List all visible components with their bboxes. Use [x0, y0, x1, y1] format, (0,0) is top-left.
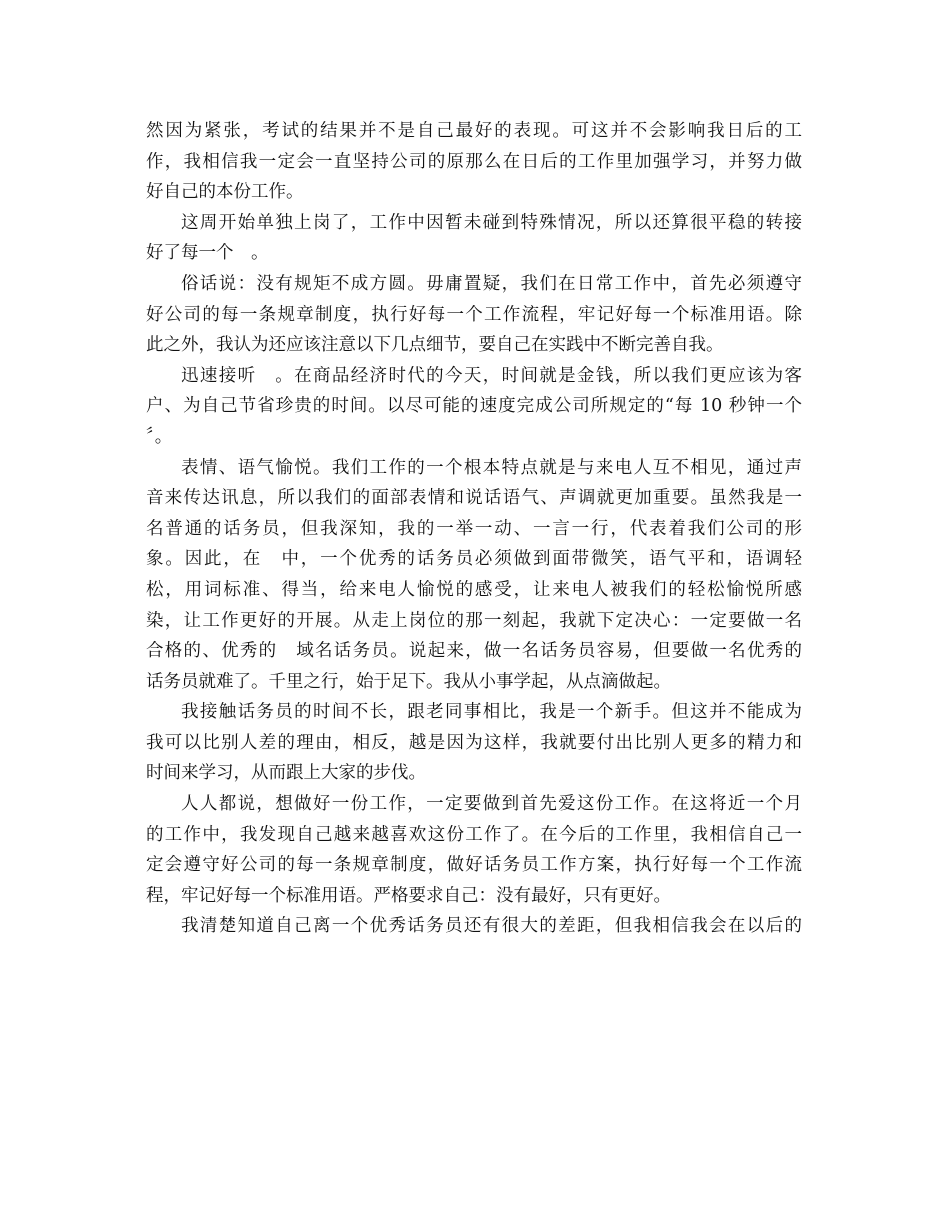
text-line-22: 时间来学习，从而跟上大家的步伐。 [146, 763, 426, 784]
text-line-2: 作，我相信我一定会一直坚持公司的原那么在日后的工作里加强学习，并努力做 [146, 151, 802, 172]
text-line-11: 〞。 [146, 426, 173, 447]
text-line-6: 俗话说：没有规矩不成方圆。毋庸置疑，我们在日常工作中，首先必须遵守 [181, 273, 802, 294]
text-line-14: 名普通的话务员，但我深知，我的一举一动、一言一行，代表着我们公司的形 [146, 518, 802, 539]
text-line-25: 定会遵守好公司的每一条规章制度，做好话务员工作方案，执行好每一个工作流 [146, 855, 802, 876]
text-line-19: 话务员就难了。千里之行，始于足下。我从小事学起，从点滴做起。 [146, 671, 671, 692]
text-line-15: 象。因此，在 中，一个优秀的话务员必须做到面带微笑，语气平和，语调轻 [146, 549, 802, 570]
text-line-10: 户、为自己节省珍贵的时间。以尽可能的速度完成公司所规定的“每 10 秒钟一个 [146, 396, 802, 417]
text-line-27: 我清楚知道自己离一个优秀话务员还有很大的差距，但我相信我会在以后的 [181, 916, 802, 937]
text-line-8: 此之外，我认为还应该注意以下几点细节，要自己在实践中不断完善自我。 [146, 335, 724, 356]
text-line-16: 松，用词标准、得当，给来电人愉悦的感受，让来电人被我们的轻松愉悦所感 [146, 579, 802, 600]
text-line-26: 程，牢记好每一个标准用语。严格要求自己：没有最好，只有更好。 [146, 885, 671, 906]
text-line-24: 的工作中，我发现自己越来越喜欢这份工作了。在今后的工作里，我相信自己一 [146, 824, 802, 845]
text-line-17: 染，让工作更好的开展。从走上岗位的那一刻起，我就下定决心：一定要做一名 [146, 610, 802, 631]
text-line-20: 我接触话务员的时间不长，跟老同事相比，我是一个新手。但这并不能成为 [181, 702, 802, 723]
body-text [146, 116, 802, 942]
text-line-12: 表情、语气愉悦。我们工作的一个根本特点就是与来电人互不相见，通过声 [181, 457, 802, 478]
text-line-7: 好公司的每一条规章制度，执行好每一个工作流程，牢记好每一个标准用语。除 [146, 304, 802, 325]
text-line-13: 音来传达讯息，所以我们的面部表情和说话语气、声调就更加重要。虽然我是一 [146, 488, 802, 509]
text-line-1: 然因为紧张，考试的结果并不是自己最好的表现。可这并不会影响我日后的工 [146, 121, 802, 141]
text-line-21: 我可以比别人差的理由，相反，越是因为这样，我就要付出比别人更多的精力和 [146, 732, 802, 753]
text-line-4: 这周开始单独上岗了，工作中因暂未碰到特殊情况，所以还算很平稳的转接 [181, 212, 802, 233]
text-line-18: 合格的、优秀的 域名话务员。说起来，做一名话务员容易，但要做一名优秀的 [146, 641, 802, 662]
text-line-9: 迅速接听 。在商品经济时代的今天，时间就是金钱，所以我们更应该为客 [181, 365, 802, 386]
text-line-3: 好自己的本份工作。 [146, 182, 304, 203]
text-line-5: 好了每一个 。 [146, 243, 269, 264]
text-line-23: 人人都说，想做好一份工作，一定要做到首先爱这份工作。在这将近一个月 [181, 794, 802, 815]
